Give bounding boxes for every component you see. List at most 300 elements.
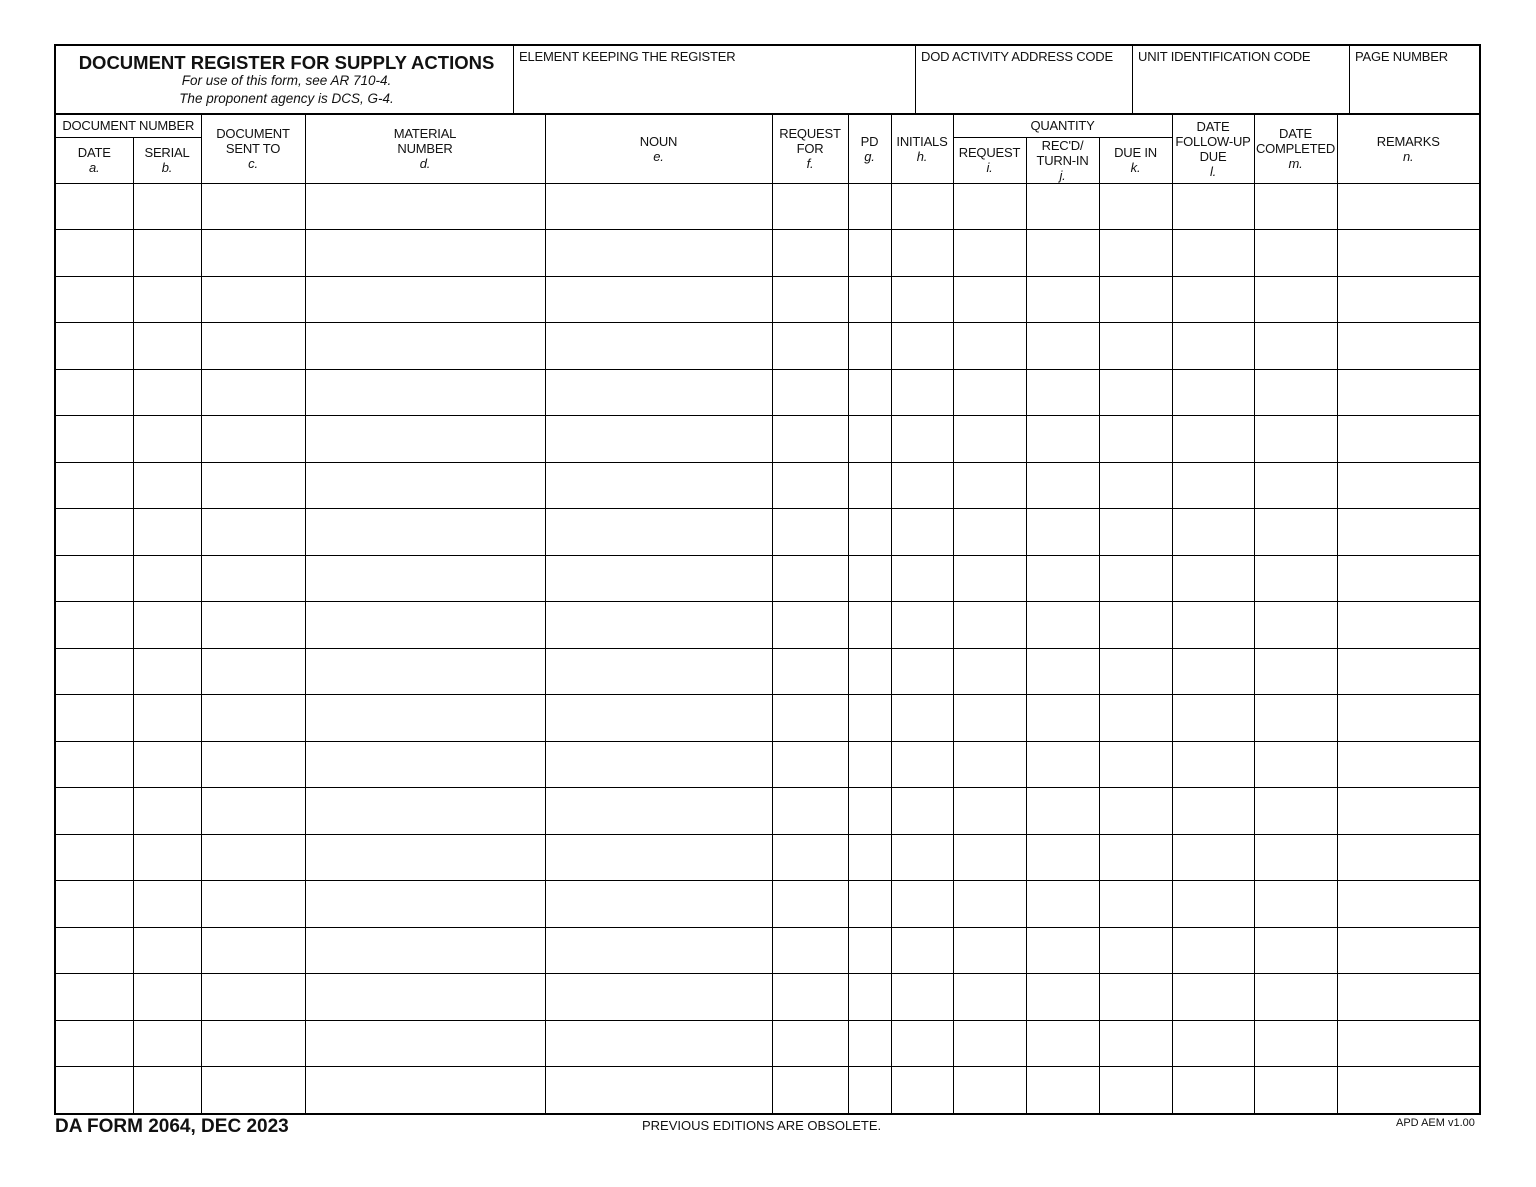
entry-cell[interactable] <box>545 1020 772 1067</box>
entry-cell[interactable] <box>305 648 545 695</box>
entry-cell[interactable] <box>772 183 848 230</box>
entry-cell[interactable] <box>545 555 772 602</box>
entry-cell[interactable] <box>953 741 1026 788</box>
entry-cell[interactable] <box>1254 230 1337 277</box>
entry-cell[interactable] <box>1254 509 1337 556</box>
entry-cell[interactable] <box>133 695 201 742</box>
entry-cell[interactable] <box>953 881 1026 928</box>
entry-cell[interactable] <box>1026 834 1099 881</box>
entry-cell[interactable] <box>891 276 953 323</box>
entry-cell[interactable] <box>545 276 772 323</box>
entry-cell[interactable] <box>1026 416 1099 463</box>
entry-cell[interactable] <box>1337 416 1479 463</box>
entry-cell[interactable] <box>133 555 201 602</box>
entry-cell[interactable] <box>1026 788 1099 835</box>
entry-cell[interactable] <box>953 276 1026 323</box>
entry-cell[interactable] <box>1337 927 1479 974</box>
entry-cell[interactable] <box>545 323 772 370</box>
entry-cell[interactable] <box>1099 230 1172 277</box>
entry-cell[interactable] <box>1337 555 1479 602</box>
entry-cell[interactable] <box>953 695 1026 742</box>
entry-cell[interactable] <box>772 230 848 277</box>
table-row <box>56 555 1479 602</box>
entry-cell[interactable] <box>201 881 305 928</box>
entry-cell[interactable] <box>545 369 772 416</box>
entry-cell[interactable] <box>953 834 1026 881</box>
entry-cell[interactable] <box>772 323 848 370</box>
entry-cell[interactable] <box>1099 323 1172 370</box>
entry-cell[interactable] <box>848 555 891 602</box>
entry-cell[interactable] <box>1026 323 1099 370</box>
entry-cell[interactable] <box>305 1020 545 1067</box>
entry-cell[interactable] <box>848 881 891 928</box>
entry-cell[interactable] <box>848 695 891 742</box>
entry-cell[interactable] <box>1099 462 1172 509</box>
entry-cell[interactable] <box>1337 183 1479 230</box>
entry-cell[interactable] <box>1254 416 1337 463</box>
initials-header: INITIALS h. <box>891 115 953 183</box>
entry-cell[interactable] <box>133 183 201 230</box>
entry-cell[interactable] <box>305 183 545 230</box>
entry-cell[interactable] <box>1172 695 1254 742</box>
entry-cell[interactable] <box>772 741 848 788</box>
entry-cell[interactable] <box>305 323 545 370</box>
entry-cell[interactable] <box>1099 602 1172 649</box>
entry-cell[interactable] <box>1337 834 1479 881</box>
entry-cell[interactable] <box>848 974 891 1021</box>
entry-cell[interactable] <box>953 974 1026 1021</box>
entry-cell[interactable] <box>1172 927 1254 974</box>
entry-cell[interactable] <box>1099 416 1172 463</box>
entry-cell[interactable] <box>1099 276 1172 323</box>
entry-cell[interactable] <box>201 555 305 602</box>
entry-cell[interactable] <box>545 416 772 463</box>
entry-cell[interactable] <box>848 462 891 509</box>
entry-cell[interactable] <box>1172 602 1254 649</box>
entry-cell[interactable] <box>1172 462 1254 509</box>
entry-cell[interactable] <box>1172 788 1254 835</box>
entry-cell[interactable] <box>1172 834 1254 881</box>
entry-cell[interactable] <box>953 927 1026 974</box>
table-row <box>56 834 1479 881</box>
entry-cell[interactable] <box>201 323 305 370</box>
entry-cell[interactable] <box>545 974 772 1021</box>
entry-cell[interactable] <box>305 881 545 928</box>
entry-cell[interactable] <box>201 695 305 742</box>
entry-cell[interactable] <box>848 741 891 788</box>
entry-cell[interactable] <box>953 648 1026 695</box>
entry-cell[interactable] <box>1172 323 1254 370</box>
entry-cell[interactable] <box>1337 509 1479 556</box>
entry-cell[interactable] <box>891 602 953 649</box>
entry-cell[interactable] <box>772 788 848 835</box>
entry-cell[interactable] <box>1172 1020 1254 1067</box>
entry-cell[interactable] <box>772 974 848 1021</box>
entry-cell[interactable] <box>891 462 953 509</box>
entry-cell[interactable] <box>305 230 545 277</box>
entry-cell[interactable] <box>1172 1067 1254 1113</box>
entry-cell[interactable] <box>1337 741 1479 788</box>
entry-cell[interactable] <box>848 416 891 463</box>
entry-cell[interactable] <box>56 741 133 788</box>
entry-cell[interactable] <box>1026 1067 1099 1113</box>
entry-cell[interactable] <box>1099 648 1172 695</box>
entry-cell[interactable] <box>201 927 305 974</box>
entry-cell[interactable] <box>1254 276 1337 323</box>
entry-cell[interactable] <box>772 648 848 695</box>
entry-cell[interactable] <box>133 1020 201 1067</box>
entry-cell[interactable] <box>201 416 305 463</box>
entry-cell[interactable] <box>545 695 772 742</box>
followup-due-header: DATE FOLLOW-UP DUE l. <box>1172 115 1254 183</box>
entry-cell[interactable] <box>891 834 953 881</box>
entry-cell[interactable] <box>848 1020 891 1067</box>
entry-cell[interactable] <box>56 927 133 974</box>
entry-cell[interactable] <box>1026 602 1099 649</box>
entry-cell[interactable] <box>891 788 953 835</box>
entry-cell[interactable] <box>1172 555 1254 602</box>
entry-cell[interactable] <box>891 695 953 742</box>
entry-cell[interactable] <box>1172 416 1254 463</box>
entry-cell[interactable] <box>56 462 133 509</box>
entry-cell[interactable] <box>201 276 305 323</box>
entry-cell[interactable] <box>1026 881 1099 928</box>
entry-cell[interactable] <box>772 927 848 974</box>
entry-cell[interactable] <box>1254 1020 1337 1067</box>
register-rows <box>56 183 1479 1113</box>
entry-cell[interactable] <box>1254 602 1337 649</box>
entry-cell[interactable] <box>545 1067 772 1113</box>
entry-cell[interactable] <box>545 509 772 556</box>
entry-cell[interactable] <box>891 555 953 602</box>
page-number-field[interactable] <box>1350 46 1479 115</box>
entry-cell[interactable] <box>1099 695 1172 742</box>
entry-cell[interactable] <box>1026 369 1099 416</box>
entry-cell[interactable] <box>1099 788 1172 835</box>
entry-cell[interactable] <box>133 974 201 1021</box>
entry-cell[interactable] <box>848 323 891 370</box>
entry-cell[interactable] <box>201 741 305 788</box>
entry-cell[interactable] <box>545 741 772 788</box>
entry-cell[interactable] <box>953 183 1026 230</box>
entry-cell[interactable] <box>1172 509 1254 556</box>
table-row <box>56 648 1479 695</box>
uic-label: UNIT IDENTIFICATION CODE <box>1138 49 1311 64</box>
entry-cell[interactable] <box>1254 369 1337 416</box>
entry-cell[interactable] <box>1026 741 1099 788</box>
entry-cell[interactable] <box>1099 881 1172 928</box>
entry-cell[interactable] <box>1099 927 1172 974</box>
sent-to-header: DOCUMENT SENT TO c. <box>201 115 305 183</box>
entry-cell[interactable] <box>201 462 305 509</box>
entry-cell[interactable] <box>848 648 891 695</box>
entry-cell[interactable] <box>848 927 891 974</box>
entry-cell[interactable] <box>201 230 305 277</box>
form-title: DOCUMENT REGISTER FOR SUPPLY ACTIONS <box>78 52 495 73</box>
entry-cell[interactable] <box>56 509 133 556</box>
entry-cell[interactable] <box>56 648 133 695</box>
entry-cell[interactable] <box>1026 462 1099 509</box>
entry-cell[interactable] <box>201 974 305 1021</box>
version-label: APD AEM v1.00 <box>1396 1117 1475 1129</box>
entry-cell[interactable] <box>1026 927 1099 974</box>
entry-cell[interactable] <box>953 509 1026 556</box>
entry-cell[interactable] <box>305 509 545 556</box>
pd-header: PD g. <box>848 115 891 183</box>
entry-cell[interactable] <box>848 1067 891 1113</box>
entry-cell[interactable] <box>953 1020 1026 1067</box>
entry-cell[interactable] <box>545 602 772 649</box>
entry-cell[interactable] <box>201 183 305 230</box>
entry-cell[interactable] <box>1172 230 1254 277</box>
entry-cell[interactable] <box>1254 555 1337 602</box>
entry-cell[interactable] <box>848 834 891 881</box>
entry-cell[interactable] <box>953 1067 1026 1113</box>
entry-cell[interactable] <box>1337 974 1479 1021</box>
entry-cell[interactable] <box>1026 509 1099 556</box>
entry-cell[interactable] <box>1026 230 1099 277</box>
entry-cell[interactable] <box>1026 648 1099 695</box>
entry-cell[interactable] <box>1254 974 1337 1021</box>
entry-cell[interactable] <box>1337 695 1479 742</box>
entry-cell[interactable] <box>1254 881 1337 928</box>
entry-cell[interactable] <box>133 416 201 463</box>
dodaac-field[interactable] <box>916 46 1133 115</box>
entry-cell[interactable] <box>848 369 891 416</box>
entry-cell[interactable] <box>1172 369 1254 416</box>
entry-cell[interactable] <box>1099 555 1172 602</box>
entry-cell[interactable] <box>1172 881 1254 928</box>
entry-cell[interactable] <box>1026 974 1099 1021</box>
entry-cell[interactable] <box>1172 183 1254 230</box>
entry-cell[interactable] <box>891 1067 953 1113</box>
entry-cell[interactable] <box>848 276 891 323</box>
entry-cell[interactable] <box>133 276 201 323</box>
entry-cell[interactable] <box>1026 555 1099 602</box>
entry-cell[interactable] <box>772 555 848 602</box>
entry-cell[interactable] <box>772 881 848 928</box>
entry-cell[interactable] <box>1026 695 1099 742</box>
entry-cell[interactable] <box>201 602 305 649</box>
entry-cell[interactable] <box>848 509 891 556</box>
entry-cell[interactable] <box>891 323 953 370</box>
entry-cell[interactable] <box>545 183 772 230</box>
entry-cell[interactable] <box>1254 1067 1337 1113</box>
entry-cell[interactable] <box>891 230 953 277</box>
entry-cell[interactable] <box>133 462 201 509</box>
entry-cell[interactable] <box>56 974 133 1021</box>
entry-cell[interactable] <box>891 648 953 695</box>
entry-cell[interactable] <box>1099 974 1172 1021</box>
entry-cell[interactable] <box>1099 834 1172 881</box>
entry-cell[interactable] <box>1337 788 1479 835</box>
entry-cell[interactable] <box>1337 1020 1479 1067</box>
entry-cell[interactable] <box>545 927 772 974</box>
entry-cell[interactable] <box>891 509 953 556</box>
entry-cell[interactable] <box>133 230 201 277</box>
entry-cell[interactable] <box>1254 788 1337 835</box>
entry-cell[interactable] <box>1337 648 1479 695</box>
entry-cell[interactable] <box>1254 323 1337 370</box>
entry-cell[interactable] <box>133 741 201 788</box>
entry-cell[interactable] <box>1026 183 1099 230</box>
entry-cell[interactable] <box>545 834 772 881</box>
entry-cell[interactable] <box>1172 276 1254 323</box>
entry-cell[interactable] <box>133 881 201 928</box>
entry-cell[interactable] <box>305 416 545 463</box>
entry-cell[interactable] <box>1026 276 1099 323</box>
entry-cell[interactable] <box>1254 648 1337 695</box>
entry-cell[interactable] <box>1337 323 1479 370</box>
entry-cell[interactable] <box>1254 741 1337 788</box>
entry-cell[interactable] <box>201 1020 305 1067</box>
entry-cell[interactable] <box>545 648 772 695</box>
entry-cell[interactable] <box>891 927 953 974</box>
entry-cell[interactable] <box>305 927 545 974</box>
entry-cell[interactable] <box>848 183 891 230</box>
entry-cell[interactable] <box>1337 462 1479 509</box>
entry-cell[interactable] <box>1099 741 1172 788</box>
entry-cell[interactable] <box>305 788 545 835</box>
entry-cell[interactable] <box>1254 462 1337 509</box>
entry-cell[interactable] <box>1254 834 1337 881</box>
element-keeping-label: ELEMENT KEEPING THE REGISTER <box>519 49 736 64</box>
entry-cell[interactable] <box>1337 1067 1479 1113</box>
entry-cell[interactable] <box>133 369 201 416</box>
entry-cell[interactable] <box>848 602 891 649</box>
entry-cell[interactable] <box>56 788 133 835</box>
entry-cell[interactable] <box>545 788 772 835</box>
request-for-header: REQUEST FOR f. <box>772 115 848 183</box>
entry-cell[interactable] <box>133 509 201 556</box>
table-row <box>56 695 1479 742</box>
entry-cell[interactable] <box>772 416 848 463</box>
entry-cell[interactable] <box>953 602 1026 649</box>
entry-cell[interactable] <box>201 369 305 416</box>
entry-cell[interactable] <box>953 416 1026 463</box>
entry-cell[interactable] <box>1337 602 1479 649</box>
entry-cell[interactable] <box>56 230 133 277</box>
entry-cell[interactable] <box>201 509 305 556</box>
entry-cell[interactable] <box>1099 183 1172 230</box>
entry-cell[interactable] <box>953 230 1026 277</box>
entry-cell[interactable] <box>1337 276 1479 323</box>
element-keeping-field[interactable] <box>514 46 916 115</box>
entry-cell[interactable] <box>772 1020 848 1067</box>
entry-cell[interactable] <box>56 276 133 323</box>
entry-cell[interactable] <box>1172 648 1254 695</box>
entry-cell[interactable] <box>56 1020 133 1067</box>
entry-cell[interactable] <box>953 788 1026 835</box>
entry-cell[interactable] <box>1172 974 1254 1021</box>
entry-cell[interactable] <box>305 602 545 649</box>
entry-cell[interactable] <box>305 834 545 881</box>
entry-cell[interactable] <box>772 1067 848 1113</box>
entry-cell[interactable] <box>133 602 201 649</box>
entry-cell[interactable] <box>1254 927 1337 974</box>
entry-cell[interactable] <box>305 462 545 509</box>
entry-cell[interactable] <box>305 276 545 323</box>
entry-cell[interactable] <box>891 183 953 230</box>
entry-cell[interactable] <box>772 602 848 649</box>
entry-cell[interactable] <box>1254 695 1337 742</box>
entry-cell[interactable] <box>201 834 305 881</box>
entry-cell[interactable] <box>305 1067 545 1113</box>
entry-cell[interactable] <box>201 788 305 835</box>
entry-cell[interactable] <box>1337 881 1479 928</box>
entry-cell[interactable] <box>133 927 201 974</box>
entry-cell[interactable] <box>891 974 953 1021</box>
entry-cell[interactable] <box>1099 509 1172 556</box>
entry-cell[interactable] <box>891 881 953 928</box>
entry-cell[interactable] <box>133 788 201 835</box>
entry-cell[interactable] <box>891 1020 953 1067</box>
entry-cell[interactable] <box>772 509 848 556</box>
entry-cell[interactable] <box>1099 1067 1172 1113</box>
entry-cell[interactable] <box>133 1067 201 1113</box>
entry-cell[interactable] <box>133 834 201 881</box>
entry-cell[interactable] <box>56 1067 133 1113</box>
entry-cell[interactable] <box>1099 1020 1172 1067</box>
entry-cell[interactable] <box>133 648 201 695</box>
entry-cell[interactable] <box>305 555 545 602</box>
entry-cell[interactable] <box>133 323 201 370</box>
entry-cell[interactable] <box>1254 183 1337 230</box>
entry-cell[interactable] <box>1026 1020 1099 1067</box>
entry-cell[interactable] <box>56 416 133 463</box>
entry-cell[interactable] <box>772 462 848 509</box>
entry-cell[interactable] <box>848 788 891 835</box>
entry-cell[interactable] <box>848 230 891 277</box>
entry-cell[interactable] <box>1337 230 1479 277</box>
entry-cell[interactable] <box>305 974 545 1021</box>
entry-cell[interactable] <box>545 881 772 928</box>
entry-cell[interactable] <box>772 695 848 742</box>
entry-cell[interactable] <box>56 695 133 742</box>
obsolete-notice: PREVIOUS EDITIONS ARE OBSOLETE. <box>642 1118 882 1133</box>
entry-cell[interactable] <box>891 369 953 416</box>
entry-cell[interactable] <box>772 369 848 416</box>
entry-cell[interactable] <box>772 834 848 881</box>
entry-cell[interactable] <box>305 695 545 742</box>
table-row <box>56 416 1479 463</box>
entry-cell[interactable] <box>545 230 772 277</box>
entry-cell[interactable] <box>56 183 133 230</box>
entry-cell[interactable] <box>545 462 772 509</box>
entry-cell[interactable] <box>201 1067 305 1113</box>
entry-cell[interactable] <box>891 741 953 788</box>
entry-cell[interactable] <box>56 834 133 881</box>
entry-cell[interactable] <box>305 741 545 788</box>
entry-cell[interactable] <box>56 602 133 649</box>
entry-cell[interactable] <box>953 323 1026 370</box>
entry-cell[interactable] <box>953 369 1026 416</box>
entry-cell[interactable] <box>953 555 1026 602</box>
entry-cell[interactable] <box>56 369 133 416</box>
entry-cell[interactable] <box>201 648 305 695</box>
entry-cell[interactable] <box>772 276 848 323</box>
entry-cell[interactable] <box>56 555 133 602</box>
entry-cell[interactable] <box>953 462 1026 509</box>
entry-cell[interactable] <box>1337 369 1479 416</box>
entry-cell[interactable] <box>56 323 133 370</box>
entry-cell[interactable] <box>1099 369 1172 416</box>
entry-cell[interactable] <box>1172 741 1254 788</box>
entry-cell[interactable] <box>891 416 953 463</box>
entry-cell[interactable] <box>56 881 133 928</box>
uic-field[interactable] <box>1133 46 1350 115</box>
entry-cell[interactable] <box>305 369 545 416</box>
